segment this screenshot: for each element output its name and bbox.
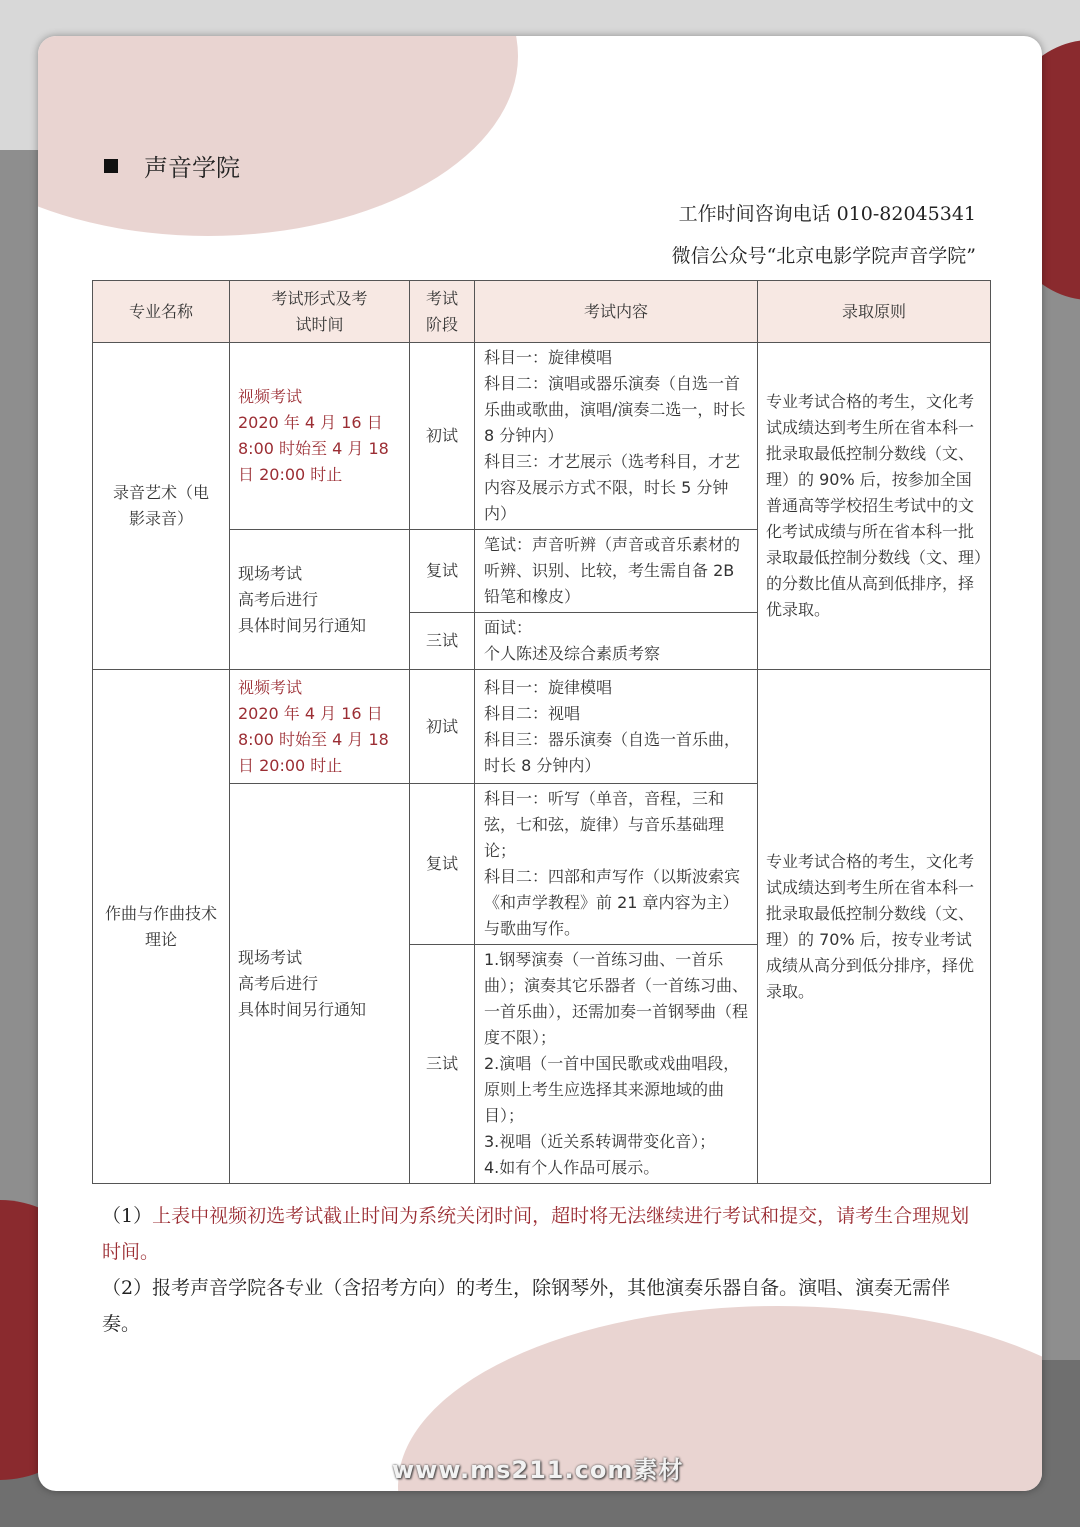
stage-cell: 复试 <box>410 530 475 613</box>
table-header-row <box>93 281 991 343</box>
stage-cell: 复试 <box>410 784 475 945</box>
stage-cell: 三试 <box>410 613 475 670</box>
section-heading <box>104 148 240 183</box>
watermark: www.ms211.com素材 <box>392 1456 684 1484</box>
major-name: 录音艺术（电影录音） <box>93 343 230 670</box>
notes <box>102 1198 978 1342</box>
header-form-time: 考试形式及考试时间 <box>230 281 410 343</box>
header-principle: 录取原则 <box>758 281 991 343</box>
onsite-exam-cell: 现场考试 高考后进行 具体时间另行通知 <box>230 784 410 1184</box>
table-row <box>93 670 991 784</box>
table-row <box>93 343 991 530</box>
square-bullet-icon <box>104 159 118 173</box>
exam-table <box>92 280 991 1184</box>
note-2: （2）报考声音学院各专业（含招考方向）的考生，除钢琴外，其他演奏乐器自备。演唱、演奏无需伴奏。 <box>102 1277 951 1335</box>
header-stage: 考试阶段 <box>410 281 475 343</box>
stage-content: 科目一：听写（单音，音程，三和弦，七和弦，旋律）与音乐基础理论； 科目二：四部和声写作（以斯波索宾《和声学教程》前 21 章内容为主）与歌曲写作。 <box>475 784 758 945</box>
note-1: （1）上表中视频初选考试截止时间为系统关闭时间，超时将无法继续进行考试和提交，请考生合理规划时间。 <box>102 1205 970 1263</box>
video-exam-cell <box>230 343 410 530</box>
contact-phone: 工作时间咨询电话 010-82045341 <box>678 203 976 225</box>
onsite-exam-label: 现场考试 <box>238 947 303 967</box>
stage-cell: 初试 <box>410 343 475 530</box>
header-content: 考试内容 <box>475 281 758 343</box>
stage-content: 科目一：旋律模唱 科目二：演唱或器乐演奏（自选一首乐曲或歌曲，演唱/演奏二选一，时长 8 分钟内） 科目三：才艺展示（选考科目，才艺内容及展示方式不限，时长 5 分钟内） <box>475 343 758 530</box>
stage-content: 科目一：旋律模唱 科目二：视唱 科目三：器乐演奏（自选一首乐曲，时长 8 分钟内） <box>475 670 758 784</box>
decor-blob-top <box>38 36 518 236</box>
admission-principle: 专业考试合格的考生，文化考试成绩达到考生所在省本科一批录取最低控制分数线（文、理）的 90% 后，按参加全国普通高等学校招生考试中的文化考试成绩与所在省本科一批录取最低控制分数线（文、理）的分数比值从高到低排序，择优录取。 <box>758 343 991 670</box>
onsite-exam-cell: 现场考试 高考后进行 具体时间另行通知 <box>230 530 410 670</box>
stage-content: 笔试：声音听辨（声音或音乐素材的听辨、识别、比较，考生需自备 2B 铅笔和橡皮） <box>475 530 758 613</box>
video-exam-label: 视频考试 <box>238 387 303 406</box>
stage-content: 面试： 个人陈述及综合素质考察 <box>475 613 758 670</box>
contact-wechat: 微信公众号“北京电影学院声音学院” <box>671 245 976 267</box>
stage-content: 1.钢琴演奏（一首练习曲、一首乐曲）；演奏其它乐器者（一首练习曲、一首乐曲），还需加奏一首钢琴曲（程度不限）； 2.演唱（一首中国民歌或戏曲唱段，原则上考生应选择其来源地域的曲目）； 3.视唱（近关系转调带变化音）； 4.如有个人作品可展示。 <box>475 945 758 1184</box>
video-exam-cell <box>230 670 410 784</box>
stage-cell: 初试 <box>410 670 475 784</box>
video-exam-time: 2020 年 4 月 16 日 8:00 时始至 4 月 18 日 20:00 时止 <box>238 703 389 775</box>
video-exam-time: 2020 年 4 月 16 日 8:00 时始至 4 月 18 日 20:00 时止 <box>238 413 389 484</box>
major-name: 作曲与作曲技术理论 <box>93 670 230 1184</box>
admission-principle: 专业考试合格的考生，文化考试成绩达到考生所在省本科一批录取最低控制分数线（文、理）的 70% 后，按专业考试成绩从高分到低分排序，择优录取。 <box>758 670 991 1184</box>
document-page <box>38 36 1042 1491</box>
stage-cell: 三试 <box>410 945 475 1184</box>
header-major: 专业名称 <box>93 281 230 343</box>
video-exam-label: 视频考试 <box>238 677 303 697</box>
section-title: 声音学院 <box>144 154 240 182</box>
onsite-exam-label: 现场考试 <box>238 563 303 583</box>
